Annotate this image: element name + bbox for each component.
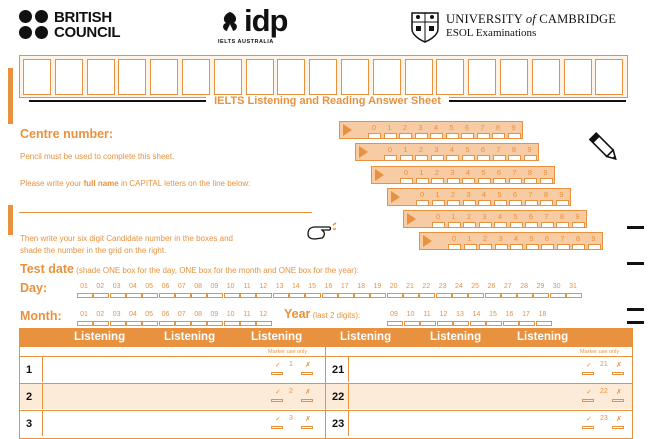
answer-field[interactable]: [348, 357, 576, 382]
digit-bubble[interactable]: 1: [398, 145, 414, 154]
digit-bubble[interactable]: 3: [493, 234, 509, 243]
strip-arrow-icon: [423, 235, 432, 247]
header-listening: Listening: [251, 331, 303, 343]
question-number: 23: [332, 418, 345, 430]
digit-bubble[interactable]: 4: [492, 212, 508, 221]
digit-bubble[interactable]: 9: [570, 212, 586, 221]
day-bubble[interactable]: 29: [530, 283, 550, 290]
month-bubble[interactable]: 05: [139, 311, 159, 318]
marker-number: 1: [289, 361, 293, 368]
cross-box[interactable]: [612, 426, 624, 429]
answer-field[interactable]: [42, 411, 265, 436]
day-bubble[interactable]: 22: [416, 283, 436, 290]
character-box[interactable]: [436, 59, 464, 95]
year-bubble[interactable]: 13: [450, 311, 470, 318]
month-bubble[interactable]: 07: [172, 311, 192, 318]
digit-bubble[interactable]: 4: [460, 168, 476, 177]
digit-bubble[interactable]: 6: [491, 168, 507, 177]
answer-table: [19, 328, 633, 439]
digit-bubble[interactable]: 7: [523, 190, 539, 199]
cross-mark: ✗: [616, 416, 622, 423]
left-timing-bar: [8, 68, 13, 124]
month-bubble[interactable]: 09: [204, 311, 224, 318]
digit-bubble[interactable]: 8: [570, 234, 586, 243]
year-bubble[interactable]: 16: [500, 311, 520, 318]
marker-number: 21: [600, 361, 608, 368]
day-bubble[interactable]: 07: [172, 283, 192, 290]
digit-bubble[interactable]: 2: [413, 145, 429, 154]
left-timing-bar: [8, 205, 13, 235]
tick-box[interactable]: [271, 426, 283, 429]
full-name-line[interactable]: [19, 212, 312, 213]
digit-bubble[interactable]: 6: [507, 190, 523, 199]
digit-bubble[interactable]: 2: [477, 234, 493, 243]
digit-bubble[interactable]: 3: [477, 212, 493, 221]
digit-bubble[interactable]: 0: [398, 168, 414, 177]
right-timing-mark: [627, 308, 644, 311]
answer-field[interactable]: [42, 384, 265, 409]
cross-mark: ✗: [305, 362, 311, 369]
year-label: Year (last 2 digits):: [284, 307, 361, 321]
digit-bubble[interactable]: 5: [524, 234, 540, 243]
day-bubble[interactable]: 24: [449, 283, 469, 290]
pencil-icon: [586, 130, 622, 166]
marker-tick-cross[interactable]: [265, 361, 319, 379]
answer-field[interactable]: [348, 411, 576, 436]
name-character-grid[interactable]: [19, 55, 628, 98]
digit-bubble[interactable]: 2: [397, 123, 413, 132]
header-listening: Listening: [430, 331, 482, 343]
day-bubble[interactable]: 08: [188, 283, 208, 290]
answer-row: [326, 410, 632, 436]
tick-box[interactable]: [582, 372, 594, 375]
digit-bubble[interactable]: 7: [555, 234, 571, 243]
character-box[interactable]: [373, 59, 401, 95]
digit-bubble[interactable]: 8: [538, 190, 554, 199]
day-bubble[interactable]: 14: [286, 283, 306, 290]
digit-bubble[interactable]: 1: [462, 234, 478, 243]
candidate-digit-strip: [339, 121, 523, 139]
question-number: 1: [26, 364, 33, 376]
full-name-note: Please write your full name in CAPITAL letters on the line below:: [20, 179, 251, 188]
character-box[interactable]: [341, 59, 369, 95]
digit-bubble[interactable]: 7: [491, 145, 507, 154]
day-bubble[interactable]: 12: [253, 283, 273, 290]
character-box[interactable]: [468, 59, 496, 95]
character-box[interactable]: [595, 59, 623, 95]
tick-box[interactable]: [582, 399, 594, 402]
character-box[interactable]: [564, 59, 592, 95]
day-bubble[interactable]: 02: [90, 283, 110, 290]
cross-box[interactable]: [301, 426, 313, 429]
day-bubble[interactable]: 15: [302, 283, 322, 290]
digit-bubble[interactable]: 8: [506, 145, 522, 154]
day-bubble[interactable]: 20: [384, 283, 404, 290]
day-bubble[interactable]: 25: [465, 283, 485, 290]
day-bubble[interactable]: 04: [123, 283, 143, 290]
answer-field[interactable]: [42, 357, 265, 382]
question-number: 21: [332, 364, 345, 376]
header-listening: Listening: [74, 331, 126, 343]
strip-arrow-icon: [391, 191, 400, 203]
tick-mark: ✓: [586, 362, 592, 369]
marker-tick-cross[interactable]: [576, 388, 630, 406]
month-bubble[interactable]: 12: [253, 311, 273, 318]
candidate-number-note: Then write your six digit Candidate number in the boxes and shade the number in the grid on the right.: [20, 234, 234, 255]
right-timing-mark: [627, 226, 644, 229]
character-box[interactable]: [532, 59, 560, 95]
day-bubble[interactable]: 19: [367, 283, 387, 290]
digit-bubble[interactable]: 3: [461, 190, 477, 199]
month-bubble[interactable]: 04: [123, 311, 143, 318]
marker-tick-cross[interactable]: [265, 388, 319, 406]
marker-number: 3: [289, 415, 293, 422]
character-box[interactable]: [23, 59, 51, 95]
right-timing-mark: [627, 321, 644, 324]
cross-mark: ✗: [616, 362, 622, 369]
candidate-digit-strip: [403, 210, 587, 228]
day-bubble[interactable]: 16: [319, 283, 339, 290]
test-date-label: Test date (shade ONE box for the day, ONE box for the month and ONE box for the year):: [20, 262, 359, 276]
answer-row: [20, 383, 325, 409]
tick-box[interactable]: [271, 399, 283, 402]
character-box[interactable]: [246, 59, 274, 95]
digit-bubble[interactable]: 9: [586, 234, 602, 243]
digit-bubble[interactable]: 9: [538, 168, 554, 177]
question-number: 22: [332, 391, 345, 403]
digit-bubble[interactable]: 2: [429, 168, 445, 177]
character-box[interactable]: [500, 59, 528, 95]
cambridge-wordmark: UNIVERSITY of CAMBRIDGE: [446, 12, 617, 26]
cross-box[interactable]: [612, 399, 624, 402]
month-bubble[interactable]: 03: [107, 311, 127, 318]
digit-bubble[interactable]: 6: [539, 234, 555, 243]
strip-arrow-icon: [343, 124, 352, 136]
strip-arrow-icon: [407, 213, 416, 225]
year-bubble[interactable]: 09: [384, 311, 404, 318]
cross-box[interactable]: [301, 399, 313, 402]
character-box[interactable]: [150, 59, 178, 95]
header-listening: Listening: [164, 331, 216, 343]
digit-bubble[interactable]: 3: [429, 145, 445, 154]
centre-number-label: Centre number:: [20, 127, 114, 141]
digit-bubble[interactable]: 1: [414, 168, 430, 177]
sheet-title: IELTS Listening and Reading Answer Sheet: [29, 100, 626, 114]
marker-number: 23: [600, 415, 608, 422]
header-listening: Listening: [517, 331, 569, 343]
digit-bubble[interactable]: 4: [508, 234, 524, 243]
digit-bubble[interactable]: 3: [445, 168, 461, 177]
digit-bubble[interactable]: 5: [460, 145, 476, 154]
digit-bubble[interactable]: 0: [446, 234, 462, 243]
year-bubble[interactable]: 12: [434, 311, 454, 318]
year-bubble[interactable]: 14: [467, 311, 487, 318]
header-listening: Listening: [340, 331, 392, 343]
character-box[interactable]: [214, 59, 242, 95]
day-label: Day:: [20, 281, 48, 295]
digit-bubble[interactable]: 5: [508, 212, 524, 221]
character-box[interactable]: [55, 59, 83, 95]
day-bubble[interactable]: 18: [351, 283, 371, 290]
marker-tick-cross[interactable]: [576, 361, 630, 379]
year-bubble[interactable]: 11: [417, 311, 437, 318]
tick-box[interactable]: [582, 426, 594, 429]
digit-bubble[interactable]: 6: [523, 212, 539, 221]
digit-bubble[interactable]: 0: [382, 145, 398, 154]
cross-box[interactable]: [301, 372, 313, 375]
cambridge-shield-icon: [411, 12, 439, 43]
month-bubble[interactable]: 01: [74, 311, 94, 318]
idp-wordmark: idp: [244, 3, 288, 38]
answer-row: [326, 383, 632, 409]
day-bubble[interactable]: 17: [335, 283, 355, 290]
year-bubble[interactable]: 10: [401, 311, 421, 318]
answer-row: [20, 356, 325, 382]
cambridge-esol: ESOL Examinations: [446, 27, 537, 39]
cross-mark: ✗: [305, 389, 311, 396]
day-bubble[interactable]: 01: [74, 283, 94, 290]
cross-box[interactable]: [612, 372, 624, 375]
day-bubble[interactable]: 06: [156, 283, 176, 290]
digit-bubble[interactable]: 1: [430, 190, 446, 199]
digit-bubble[interactable]: 4: [444, 145, 460, 154]
answer-row: [326, 356, 632, 382]
candidate-digit-strip: [355, 143, 539, 161]
year-bubble[interactable]: 17: [516, 311, 536, 318]
character-box[interactable]: [309, 59, 337, 95]
digit-bubble[interactable]: 4: [428, 123, 444, 132]
day-bubble[interactable]: 13: [270, 283, 290, 290]
digit-bubble[interactable]: 9: [506, 123, 522, 132]
idp-globe-icon: [218, 10, 242, 34]
day-bubble[interactable]: 23: [433, 283, 453, 290]
british-council-logo: [19, 10, 49, 40]
strip-arrow-icon: [359, 146, 368, 158]
month-bubble[interactable]: 08: [188, 311, 208, 318]
tick-mark: ✓: [586, 389, 592, 396]
digit-bubble[interactable]: 0: [366, 123, 382, 132]
digit-bubble[interactable]: 1: [382, 123, 398, 132]
month-bubble[interactable]: 10: [221, 311, 241, 318]
digit-bubble[interactable]: 6: [459, 123, 475, 132]
idp-subtitle: IELTS AUSTRALIA: [218, 39, 274, 45]
digit-bubble[interactable]: 2: [461, 212, 477, 221]
tick-box[interactable]: [271, 372, 283, 375]
british-council-wordmark: BRITISH COUNCIL: [54, 9, 121, 41]
pencil-note: Pencil must be used to complete this sheet.: [20, 152, 175, 161]
digit-bubble[interactable]: 3: [413, 123, 429, 132]
digit-bubble[interactable]: 1: [446, 212, 462, 221]
marker-number: 2: [289, 388, 293, 395]
year-bubble[interactable]: 18: [533, 311, 553, 318]
right-timing-mark: [627, 262, 644, 265]
candidate-digit-strip: [419, 232, 603, 250]
digit-bubble[interactable]: 4: [476, 190, 492, 199]
character-box[interactable]: [277, 59, 305, 95]
day-bubble[interactable]: 21: [400, 283, 420, 290]
marker-use-label: Marker use only: [268, 349, 308, 355]
digit-bubble[interactable]: 6: [475, 145, 491, 154]
tick-mark: ✓: [275, 416, 281, 423]
marker-use-label: Marker use only: [580, 349, 620, 355]
month-label: Month:: [20, 309, 62, 323]
digit-bubble[interactable]: 0: [430, 212, 446, 221]
digit-bubble[interactable]: 8: [490, 123, 506, 132]
month-bubble[interactable]: 06: [156, 311, 176, 318]
table-header: [20, 329, 632, 347]
digit-bubble[interactable]: 7: [475, 123, 491, 132]
cross-mark: ✗: [616, 389, 622, 396]
day-bubble[interactable]: 09: [204, 283, 224, 290]
month-bubble[interactable]: 02: [90, 311, 110, 318]
character-box[interactable]: [87, 59, 115, 95]
candidate-digit-strip: [371, 166, 555, 184]
digit-bubble[interactable]: 5: [444, 123, 460, 132]
marker-tick-cross[interactable]: [265, 415, 319, 433]
digit-bubble[interactable]: 7: [539, 212, 555, 221]
day-bubble[interactable]: 05: [139, 283, 159, 290]
day-bubble[interactable]: 10: [221, 283, 241, 290]
character-box[interactable]: [182, 59, 210, 95]
digit-bubble[interactable]: 8: [522, 168, 538, 177]
tick-mark: ✓: [275, 362, 281, 369]
tick-mark: ✓: [586, 416, 592, 423]
character-box[interactable]: [118, 59, 146, 95]
digit-bubble[interactable]: 0: [414, 190, 430, 199]
marker-tick-cross[interactable]: [576, 415, 630, 433]
year-bubble[interactable]: 15: [483, 311, 503, 318]
character-box[interactable]: [405, 59, 433, 95]
cross-mark: ✗: [305, 416, 311, 423]
digit-bubble[interactable]: 9: [522, 145, 538, 154]
digit-bubble[interactable]: 8: [554, 212, 570, 221]
digit-bubble[interactable]: 9: [554, 190, 570, 199]
digit-bubble[interactable]: 7: [507, 168, 523, 177]
day-bubble[interactable]: 27: [498, 283, 518, 290]
day-bubble[interactable]: 30: [547, 283, 567, 290]
marker-number: 22: [600, 388, 608, 395]
day-bubble[interactable]: 03: [107, 283, 127, 290]
day-bubble[interactable]: 11: [237, 283, 257, 290]
question-number: 2: [26, 391, 33, 403]
pointing-hand-icon: [305, 215, 337, 247]
digit-bubble[interactable]: 5: [476, 168, 492, 177]
candidate-digit-strip: [387, 188, 571, 206]
answer-row: [20, 410, 325, 436]
digit-bubble[interactable]: 5: [492, 190, 508, 199]
day-bubble[interactable]: 28: [514, 283, 534, 290]
strip-arrow-icon: [375, 169, 384, 181]
digit-bubble[interactable]: 2: [445, 190, 461, 199]
tick-mark: ✓: [275, 389, 281, 396]
question-number: 3: [26, 418, 33, 430]
day-bubble[interactable]: 31: [563, 283, 583, 290]
day-bubble[interactable]: 26: [482, 283, 502, 290]
month-bubble[interactable]: 11: [237, 311, 257, 318]
answer-field[interactable]: [348, 384, 576, 409]
